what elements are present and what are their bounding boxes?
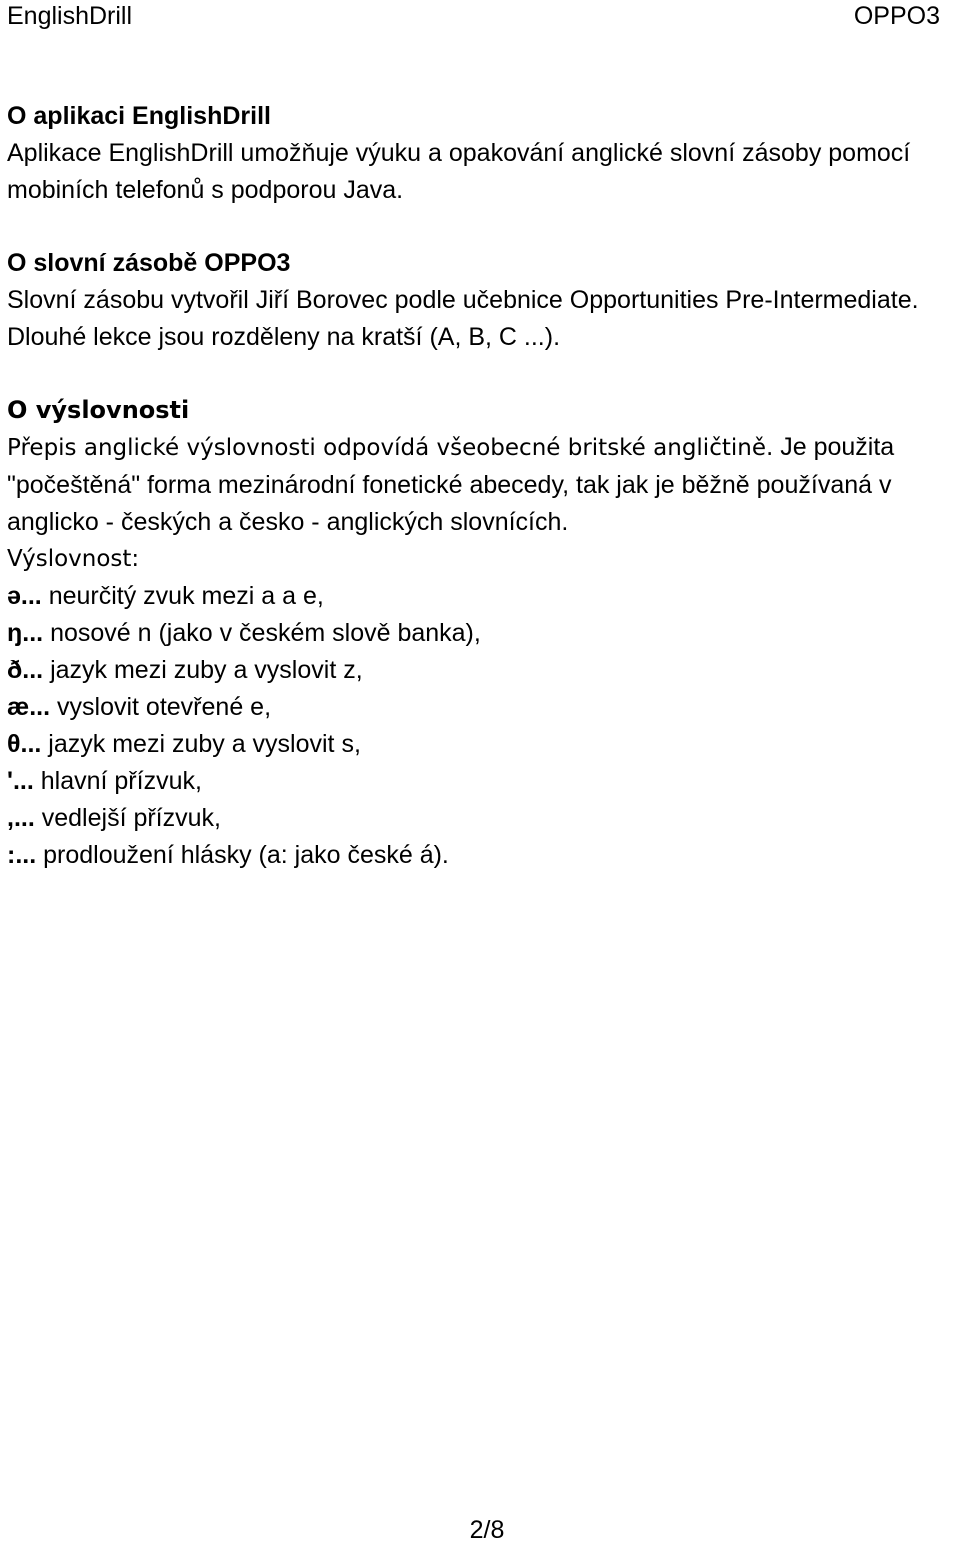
- pronunciation-symbol: ð: [7, 656, 23, 684]
- pronunciation-ellipsis: ...: [20, 582, 42, 610]
- pronunciation-ellipsis: ...: [20, 730, 42, 758]
- pronunciation-ellipsis: ...: [29, 693, 51, 721]
- pronunciation-item: [7, 652, 957, 689]
- pronunciation-item: [7, 726, 957, 763]
- header-vocab-code: OPPO3: [853, 2, 940, 30]
- pronunciation-item: [7, 763, 957, 800]
- pronunciation-list: [7, 578, 957, 874]
- header-app-name: EnglishDrill: [7, 2, 133, 30]
- pronunciation-symbol: ə: [7, 582, 21, 610]
- pronunciation-description: jazyk mezi zuby a vyslovit s,: [41, 730, 361, 758]
- pronunciation-description: neurčitý zvuk mezi a a e,: [41, 582, 324, 610]
- pronunciation-description: prodloužení hlásky (a: jako české á).: [36, 841, 449, 869]
- pronunciation-description: hlavní přízvuk,: [33, 767, 202, 795]
- section-about-pronunciation: [7, 392, 957, 874]
- section-about-vocab: [7, 245, 957, 356]
- section-title-about-vocab: O slovní zásobě OPPO3: [7, 249, 291, 277]
- pronunciation-symbol: ,: [7, 804, 14, 832]
- pronunciation-intro-dejavu: Přepis anglické výslovnosti odpovídá všeobecné britské angličtině.: [7, 435, 774, 461]
- pronunciation-ellipsis: ...: [15, 841, 37, 869]
- pronunciation-ellipsis: ...: [12, 767, 34, 795]
- section-text-about-vocab: Slovní zásobu vytvořil Jiří Borovec podle učebnice Opportunities Pre-Intermediate. Dlouhé lekce jsou rozděleny na kratší (A, B, C ...).: [7, 286, 919, 351]
- section-text-about-app: Aplikace EnglishDrill umožňuje výuku a opakování anglické slovní zásoby pomocí mobiních telefonů s podporou Java.: [7, 139, 911, 204]
- pronunciation-intro-rest: Je použita "počeštěná" forma mezinárodní fonetické abecedy, tak jak je běžně používaná v anglicko - českých a česko - anglických slovnících.: [7, 433, 895, 536]
- pronunciation-item: [7, 689, 957, 726]
- section-title-about-app: O aplikaci EnglishDrill: [7, 102, 271, 130]
- pronunciation-symbol: θ: [7, 730, 21, 758]
- pronunciation-ellipsis: ...: [13, 804, 35, 832]
- pronunciation-item: [7, 837, 957, 874]
- pronunciation-item: [7, 800, 957, 837]
- pronunciation-description: jazyk mezi zuby a vyslovit z,: [43, 656, 363, 684]
- pronunciation-item: [7, 615, 957, 652]
- pronunciation-description: nosové n (jako v českém slově banka),: [43, 619, 481, 647]
- pronunciation-symbol: ŋ: [7, 619, 23, 647]
- section-title-about-pronunciation: O výslovnosti: [7, 396, 190, 424]
- pronunciation-symbol: ': [7, 767, 13, 795]
- pronunciation-label: Výslovnost:: [7, 546, 140, 572]
- section-about-app: [7, 98, 957, 209]
- pronunciation-description: vyslovit otevřené e,: [50, 693, 272, 721]
- page-number: 2/8: [469, 1516, 505, 1544]
- pronunciation-description: vedlejší přízvuk,: [34, 804, 221, 832]
- pronunciation-item: [7, 578, 957, 615]
- section-text-about-pronunciation: [7, 429, 957, 541]
- pronunciation-ellipsis: ...: [22, 656, 44, 684]
- pronunciation-symbol: æ: [7, 693, 30, 721]
- pronunciation-ellipsis: ...: [22, 619, 44, 647]
- main-content: [7, 98, 957, 874]
- pronunciation-symbol: :: [7, 841, 16, 869]
